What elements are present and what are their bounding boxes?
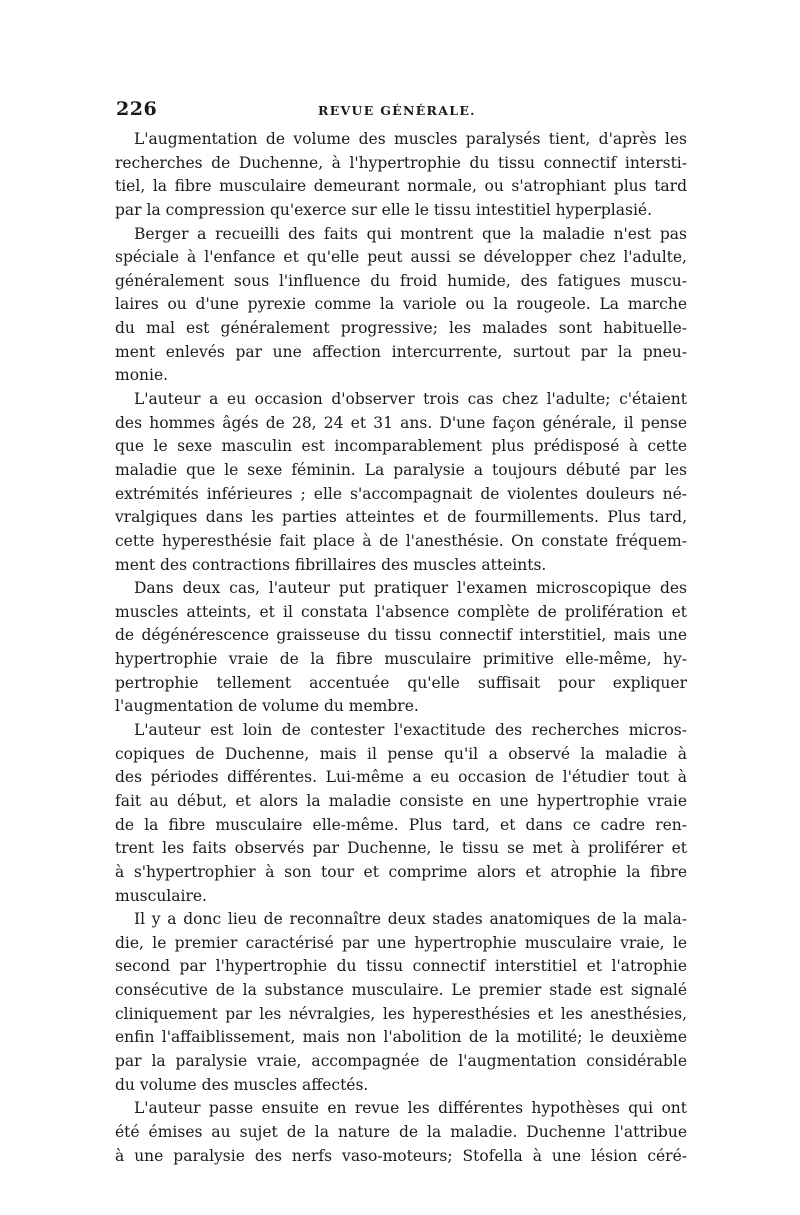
text-line: enfin l'affaiblissement, mais non l'abolition de la motilité; le deuxième [115,1028,687,1047]
text-line: L'augmentation de volume des muscles paralysés tient, d'après les [134,130,687,148]
text-line: musculaire. [115,886,207,905]
text-line: des périodes différentes. Lui-même a eu occasion de l'étudier tout à [115,768,687,787]
text-line: ment enlevés par une affection intercurrente, surtout par la pneu- [115,342,687,361]
page-number: 226 [116,98,158,120]
text-line: des hommes âgés de 28, 24 et 31 ans. D'une façon générale, il pense [115,413,687,432]
running-title: REVUE GÉNÉRALE. [318,103,476,118]
body-text [115,128,687,1168]
text-line: trent les faits observés par Duchenne, le tissu se met à proliférer et [115,839,687,858]
text-line: à une paralysie des nerfs vaso-moteurs; Stofella à une lésion céré- [115,1146,687,1165]
text-line: l'augmentation de volume du membre. [115,697,419,716]
text-line: Il y a donc lieu de reconnaître deux stades anatomiques de la mala- [134,910,687,929]
text-line: tiel, la fibre musculaire demeurant normale, ou s'atrophiant plus tard [115,177,687,196]
text-line: L'auteur a eu occasion d'observer trois cas chez l'adulte; c'étaient [134,390,687,409]
text-line: ment des contractions fibrillaires des muscles atteints. [115,555,547,574]
text-line: recherches de Duchenne, à l'hypertrophie du tissu connectif intersti- [115,153,687,172]
text-line: à s'hypertrophier à son tour et comprime alors et atrophie la fibre [115,862,687,881]
text-line: Berger a recueilli des faits qui montrent que la maladie n'est pas [134,224,687,243]
text-line: die, le premier caractérisé par une hypertrophie musculaire vraie, le [115,933,687,952]
text-line: de dégénérescence graisseuse du tissu connectif interstitiel, mais une [115,626,687,645]
text-line: pertrophie tellement accentuée qu'elle suffisait pour expliquer [115,673,687,692]
text-line: du volume des muscles affectés. [115,1075,369,1094]
text-line: par la paralysie vraie, accompagnée de l'augmentation considérable [115,1051,687,1070]
text-line: du mal est généralement progressive; les malades sont habituelle- [115,319,687,338]
text-line: L'auteur passe ensuite en revue les différentes hypothèses qui ont [134,1099,687,1118]
text-line: fait au début, et alors la maladie consiste en une hypertrophie vraie [115,791,687,810]
text-line: monie. [115,366,169,385]
text-line: généralement sous l'influence du froid humide, des fatigues muscu- [115,271,687,290]
text-line: extrémités inférieures ; elle s'accompagnait de violentes douleurs né- [115,484,687,503]
text-line: laires ou d'une pyrexie comme la variole ou la rougeole. La marche [115,295,687,314]
text-line: vralgiques dans les parties atteintes et de fourmillements. Plus tard, [115,508,687,527]
text-line: muscles atteints, et il constata l'absence complète de prolifération et [115,602,687,621]
text-line: copiques de Duchenne, mais il pense qu'il a observé la maladie à [115,744,687,763]
text-line: cette hyperesthésie fait place à de l'anesthésie. On constate fréquem- [115,531,687,550]
text-line: par la compression qu'exerce sur elle le tissu intestitiel hyperplasié. [115,200,653,219]
text-line: second par l'hypertrophie du tissu connectif interstitiel et l'atrophie [115,957,687,976]
text-line: été émises au sujet de la nature de la maladie. Duchenne l'attribue [115,1122,687,1141]
text-line: spéciale à l'enfance et qu'elle peut aussi se développer chez l'adulte, [115,248,687,267]
text-line: hypertrophie vraie de la fibre musculaire primitive elle-même, hy- [115,650,687,669]
text-line: cliniquement par les névralgies, les hyperesthésies et les anesthésies, [115,1004,687,1023]
text-line: L'auteur est loin de contester l'exactitude des recherches micros- [134,721,687,740]
text-line: maladie que le sexe féminin. La paralysie a toujours débuté par les [115,460,687,479]
text-line: de la fibre musculaire elle-même. Plus tard, et dans ce cadre ren- [115,815,687,834]
text-line: que le sexe masculin est incomparablement plus prédisposé à cette [115,437,687,456]
text-line: Dans deux cas, l'auteur put pratiquer l'examen microscopique des [134,579,687,598]
running-head [116,98,686,128]
text-line: consécutive de la substance musculaire. Le premier stade est signalé [115,981,687,1000]
